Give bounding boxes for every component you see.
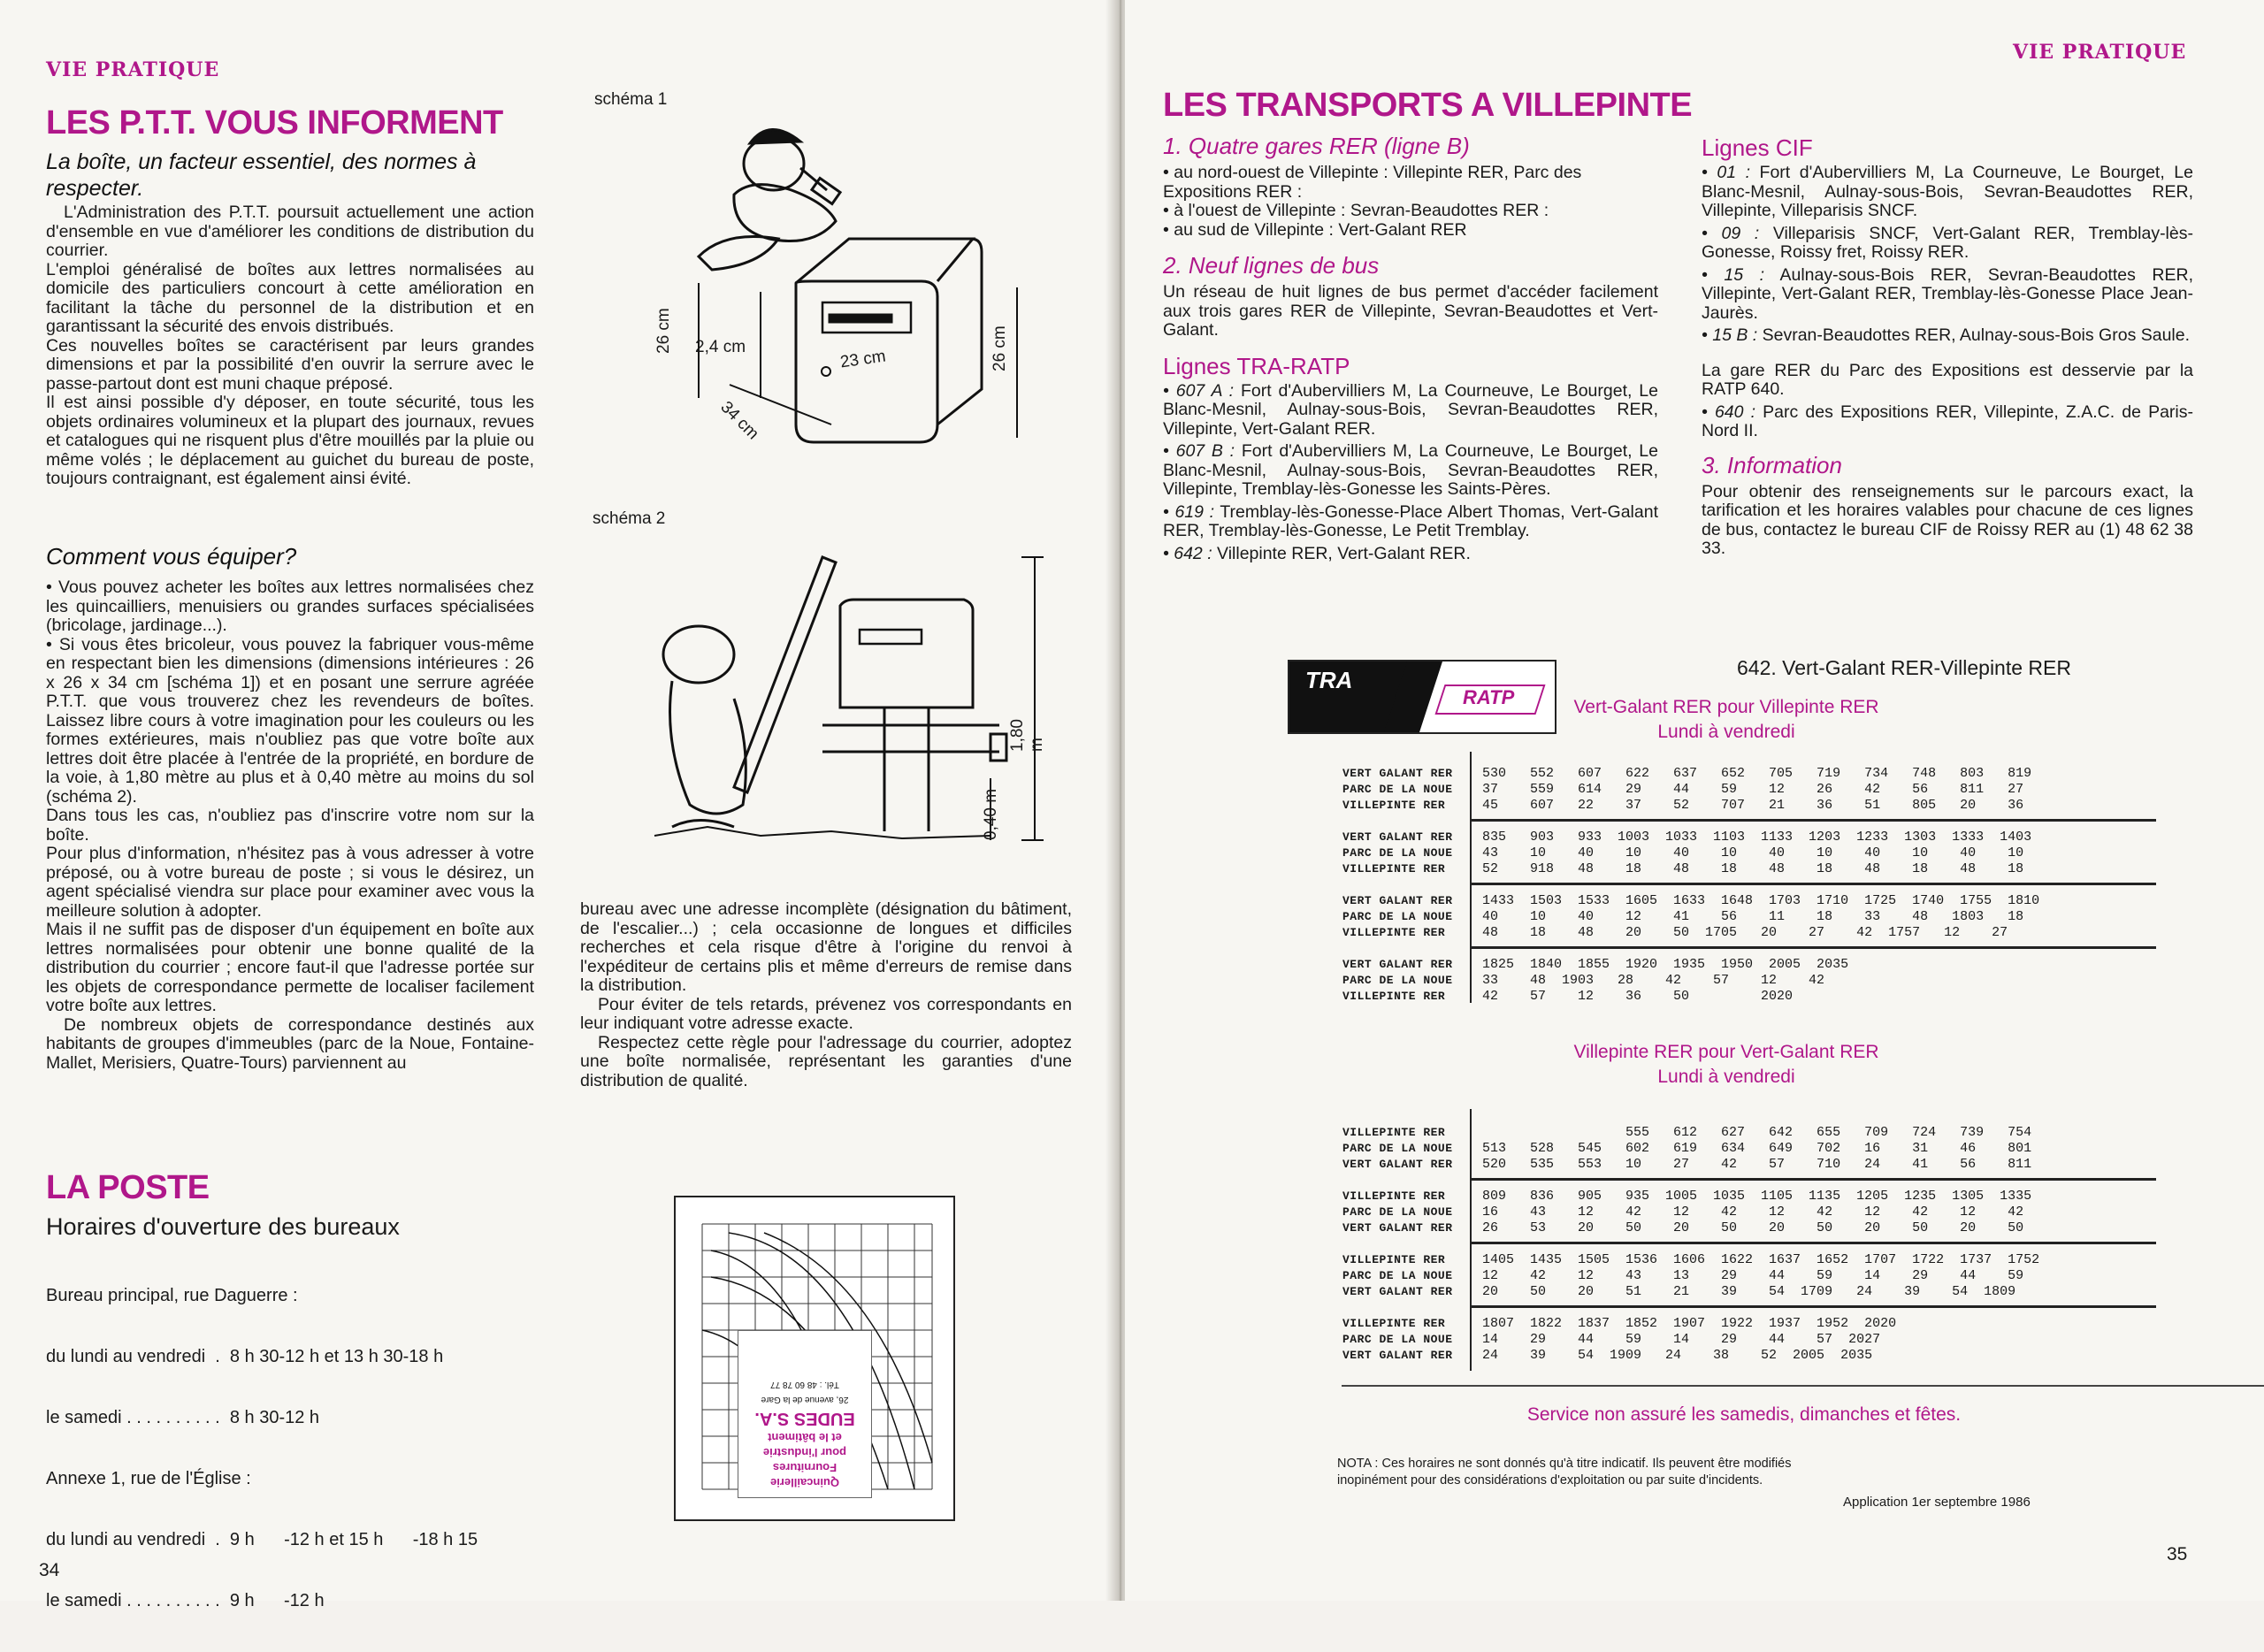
stop-name: VILLEPINTE RER	[1342, 1317, 1446, 1330]
ad-line: 26, avenue de la Gare	[761, 1395, 849, 1404]
stop-name: PARC DE LA NOUE	[1342, 783, 1453, 796]
line-route: Fort d'Aubervilliers M, La Courneuve, Le Bourget, Le Blanc-Mesnil, Aulnay-sous-Bois, Sevran-Beaudottes RER, Villepinte, Tremblay-lès-Gonesse les Saints-Pères.	[1163, 441, 1658, 499]
stop-names	[1342, 830, 1453, 877]
line-route: Sevran-Beaudottes RER, Aulnay-sous-Bois Gros Saule.	[1757, 325, 2191, 345]
list-item: • à l'ouest de Villepinte : Sevran-Beaudottes RER :	[1163, 201, 1549, 220]
intro-text	[46, 203, 534, 489]
time-row: 42 57 12 36 50 2020	[1482, 989, 1794, 1004]
stop-name: VILLEPINTE RER	[1342, 990, 1446, 1003]
service-note: Service non assuré les samedis, dimanches et fêtes.	[1526, 1404, 1962, 1425]
list-item	[1702, 266, 2193, 324]
poste-hours	[46, 1245, 478, 1652]
time-group	[1482, 957, 1848, 1005]
paragraph: Mais il ne suffit pas de disposer d'un équipement en boîte aux lettres normalisées pour obtenir une bonne qualité de la distribution du courrier ; encore faut-il que l'adresse portée sur les objets de correspondance permette de localiser facilement votre boîte aux lettres.	[46, 920, 534, 1015]
line-number: • 640 :	[1702, 402, 1756, 422]
mailbox-diagram	[637, 106, 1044, 469]
line-number: • 09 :	[1702, 223, 1760, 243]
stop-names	[1342, 1125, 1453, 1173]
equip-text	[46, 578, 534, 1073]
time-row: 33 48 1903 28 42 57 12 42	[1482, 973, 1825, 988]
line-number: • 619 :	[1163, 501, 1215, 522]
left-page	[0, 0, 1116, 1610]
section-label: VIE PRATIQUE	[46, 58, 220, 81]
list-item	[1163, 382, 1658, 440]
time-row: 1825 1840 1855 1920 1935 1950 2005 2035	[1482, 957, 1849, 972]
stop-name: PARC DE LA NOUE	[1342, 1142, 1453, 1155]
time-group	[1482, 766, 2031, 814]
poste-subtitle: Horaires d'ouverture des bureaux	[46, 1213, 400, 1240]
time-row: 1807 1822 1837 1852 1907 1922 1937 1952 2020	[1482, 1316, 1897, 1331]
paragraph: Respectez cette règle pour l'adressage du courrier, adoptez une boîte normalisée, représentant les garanties d'une distribution de qualité.	[580, 1032, 1072, 1090]
stop-name: PARC DE LA NOUE	[1342, 910, 1453, 923]
schema1-illustration	[637, 106, 1044, 469]
info-text: Pour obtenir des renseignements sur le parcours exact, la tarification et les horaires valables pour chacune de ces lignes de bus, contactez le bureau CIF de Roissy RER au (1) 48 62 38 33.	[1702, 481, 2193, 558]
continuation-text	[580, 900, 1072, 1090]
list-item: • au nord-ouest de Villepinte : Villepinte RER, Parc des Expositions RER :	[1163, 163, 1582, 202]
line-number: • 642 :	[1163, 543, 1212, 563]
line-number: • 01 :	[1702, 163, 1751, 182]
line-number: • 607 A :	[1163, 380, 1235, 401]
rer-heading: 1. Quatre gares RER (ligne B)	[1163, 133, 1470, 159]
stop-names	[1342, 1252, 1453, 1300]
paragraph: L'Administration des P.T.T. poursuit actuellement une action d'ensemble en vue d'améliorer les conditions de distribution du courrier.	[46, 203, 534, 260]
time-group	[1482, 1316, 1896, 1364]
bus-heading: 2. Neuf lignes de bus	[1163, 252, 1380, 279]
paragraph: Pour plus d'information, n'hésitez pas à vous adresser à votre préposé, ou à votre bureau de poste ; si vous le désirez, un agent spécialisé viendra sur place pour examiner avec vous la meilleure solution à adopter.	[46, 844, 534, 921]
line-number: • 15 :	[1702, 264, 1765, 285]
line-route: Villeparisis SNCF, Vert-Galant RER, Tremblay-lès-Gonesse, Roissy fret, Roissy RER.	[1702, 223, 2193, 262]
stop-name: VERT GALANT RER	[1342, 1221, 1453, 1235]
dir2-heading	[1479, 1040, 1974, 1090]
time-row: 37 559 614 29 44 59 12 26 42 56 811 27	[1482, 782, 2024, 797]
stop-name: VERT GALANT RER	[1342, 894, 1453, 907]
transport-col-2	[1702, 134, 2193, 559]
time-group	[1482, 830, 2031, 877]
stop-name: VILLEPINTE RER	[1342, 799, 1446, 812]
paragraph: Il est ainsi possible d'y déposer, en toute sécurité, tous les objets ordinaires volumineux et la plupart des journaux, revues et catalogues qui ne risquent plus d'être mouillés par la pluie ou même volés ; le déplacement au guichet du bureau de poste, toujours contraignant, est également ainsi évité.	[46, 393, 534, 488]
line-number: • 607 B :	[1163, 441, 1235, 461]
time-row: 48 18 48 20 50 1705 20 27 42 1757 12 27	[1482, 925, 2008, 940]
right-page	[1125, 0, 2264, 1601]
list-item	[1702, 225, 2193, 263]
paragraph: Ces nouvelles boîtes se caractérisent par leurs grandes dimensions et par la possibilité d'en ouvrir la serrure avec le passe-partout dont est muni chaque préposé.	[46, 335, 534, 394]
transport-col-1	[1163, 133, 1658, 563]
time-group	[1482, 893, 2039, 941]
divider	[1342, 1385, 2264, 1387]
time-row: 43 10 40 10 40 10 40 10 40 10 40 10	[1482, 845, 2024, 860]
dim-width: 23 cm	[838, 347, 887, 372]
stop-name: VERT GALANT RER	[1342, 1349, 1453, 1362]
logo-tra: TRA	[1305, 667, 1353, 693]
table-rule	[1470, 1305, 2156, 1308]
stop-name: PARC DE LA NOUE	[1342, 974, 1453, 987]
time-row: 835 903 933 1003 1033 1103 1133 1203 1233 1303 1333 1403	[1482, 830, 2032, 845]
ad-line: Quincaillerie	[769, 1476, 840, 1489]
line-route: Fort d'Aubervilliers M, La Courneuve, Le Bourget, Le Blanc-Mesnil, Aulnay-sous-Bois, Sevran-Beaudottes RER, Villepinte, Villeparisis SNCF.	[1702, 163, 2193, 220]
ad-line: et le bâtiment	[768, 1431, 842, 1444]
paragraph: Pour éviter de tels retards, prévenez vos correspondants en leur indiquant votre adresse exacte.	[580, 994, 1072, 1033]
paragraph: L'emploi généralisé de boîtes aux lettres normalisées au domicile des particuliers concourt à cette amélioration en facilitant la tâche du personnel de la distribution et en garantissant la sécurité des envois distribués.	[46, 259, 534, 336]
time-row: 809 836 905 935 1005 1035 1105 1135 1205 1235 1305 1335	[1482, 1189, 2032, 1204]
stop-names	[1342, 1316, 1453, 1364]
stop-name: VILLEPINTE RER	[1342, 1189, 1446, 1203]
time-row: 520 535 553 10 27 42 57 710 24 41 56 811	[1482, 1157, 2032, 1172]
ad-label	[738, 1330, 872, 1498]
dir1-days: Lundi à vendredi	[1657, 722, 1795, 742]
time-group	[1482, 1252, 2039, 1300]
time-row: 12 42 12 43 13 29 44 59 14 29 44 59	[1482, 1268, 2024, 1283]
timetable-dir2	[1342, 1109, 2262, 1373]
time-row: 14 29 44 59 14 29 44 57 2027	[1482, 1332, 1881, 1347]
hours-line: le samedi . . . . . . . . . . 9 h -12 h	[46, 1591, 325, 1610]
dim-depth: 34 cm	[716, 397, 762, 444]
bus-text: Un réseau de huit lignes de bus permet d'accéder facilement aux trois gares RER de Villepinte, Sevran-Beaudottes et Vert-Galant.	[1163, 282, 1658, 340]
paragraph: Dans tous les cas, n'oubliez pas d'inscrire votre nom sur la boîte.	[46, 806, 534, 845]
stop-name: VERT GALANT RER	[1342, 1158, 1453, 1171]
dir1-title: Vert-Galant RER pour Villepinte RER	[1573, 697, 1879, 717]
time-row: 24 39 54 1909 24 38 52 2005 2035	[1482, 1348, 1873, 1363]
table-rule	[1470, 883, 2156, 885]
stop-names	[1342, 766, 1453, 814]
tra-list	[1163, 382, 1658, 564]
paragraph: • Vous pouvez acheter les boîtes aux lettres normalisées chez les quincailliers, menuisiers ou grandes surfaces spécialisées (bricolage, jardinage...).	[46, 577, 534, 635]
dim-height: 26 cm	[654, 308, 673, 354]
schema2-illustration	[619, 539, 1044, 849]
gare-text: La gare RER du Parc des Expositions est desservie par la RATP 640.	[1702, 360, 2193, 399]
time-row: 555 612 627 642 655 709 724 739 754	[1482, 1125, 2032, 1140]
table-rule	[1470, 819, 2156, 822]
time-row: 20 50 20 51 21 39 54 1709 24 39 54 1809	[1482, 1284, 2016, 1299]
ad-line: Fournitures	[772, 1461, 838, 1474]
list-item	[1163, 503, 1658, 541]
dir2-title: Villepinte RER pour Vert-Galant RER	[1573, 1042, 1879, 1062]
line-number: • 15 B :	[1702, 325, 1758, 345]
dir2-days: Lundi à vendredi	[1657, 1067, 1795, 1087]
table-rule	[1470, 946, 2156, 949]
section-label: VIE PRATIQUE	[2013, 41, 2187, 64]
info-heading: 3. Information	[1702, 451, 1842, 478]
time-group	[1482, 1125, 2031, 1173]
dim-slot: 2,4 cm	[695, 338, 746, 356]
list-item: • au sud de Villepinte : Vert-Galant RER	[1163, 219, 1467, 240]
hours-line: Annexe 1, rue de l'Église :	[46, 1469, 251, 1488]
time-row: 45 607 22 37 52 707 21 36 51 805 20 36	[1482, 798, 2024, 813]
page-number: 35	[2167, 1544, 2188, 1564]
advertisement	[674, 1196, 955, 1521]
list-item	[1163, 545, 1658, 564]
paragraph: bureau avec une adresse incomplète (désignation du bâtiment, de l'escalier...) ; cela occasionne de longues et difficiles recherches et cela risque d'être à l'origine du renvoi à l'expéditeur de certains plis et même d'erreurs de remise dans la distribution.	[580, 899, 1072, 995]
list-item	[1163, 442, 1658, 500]
dim-height-2: 26 cm	[990, 325, 1009, 371]
time-group	[1482, 1189, 2031, 1236]
stop-name: PARC DE LA NOUE	[1342, 1333, 1453, 1346]
rer-list	[1163, 164, 1658, 240]
schema2-label: schéma 2	[593, 509, 666, 528]
dim-min: 0,40 m	[982, 788, 1000, 840]
stop-name: PARC DE LA NOUE	[1342, 1269, 1453, 1282]
equip-heading: Comment vous équiper?	[46, 543, 297, 570]
line-route: Parc des Expositions RER, Villepinte, Z.A.C. de Paris-Nord II.	[1702, 402, 2193, 440]
list-item	[1702, 164, 2193, 221]
stop-name: PARC DE LA NOUE	[1342, 1205, 1453, 1219]
time-row: 26 53 20 50 20 50 20 50 20 50 20 50	[1482, 1220, 2024, 1235]
timetable-title: 642. Vert-Galant RER-Villepinte RER	[1737, 656, 2071, 679]
ad-line: EUDES S.A.	[754, 1409, 855, 1428]
line-route: Tremblay-lès-Gonesse-Place Albert Thomas, Vert-Galant RER, Tremblay-lès-Gonesse, Le Petit Tremblay.	[1163, 501, 1658, 540]
line-route: Aulnay-sous-Bois RER, Sevran-Beaudottes RER, Villepinte, Vert-Galant RER, Tremblay-lès-Gonesse Place Jean-Jaurès.	[1702, 264, 2193, 323]
tra-heading: Lignes TRA-RATP	[1163, 352, 1350, 379]
line-route: Fort d'Aubervilliers M, La Courneuve, Le Bourget, Le Blanc-Mesnil, Aulnay-sous-Bois, Sevran-Beaudottes RER, Villepinte, Vert-Galant RER.	[1163, 380, 1659, 439]
stop-name: VERT GALANT RER	[1342, 958, 1453, 971]
stop-name: VERT GALANT RER	[1342, 1285, 1453, 1298]
hours-line: du lundi au vendredi . 8 h 30-12 h et 13 h 30-18 h	[46, 1347, 444, 1366]
time-row: 16 43 12 42 12 42 12 42 12 42 12 42	[1482, 1205, 2024, 1220]
ad-line: pour l'industrie	[762, 1446, 847, 1459]
list-item	[1702, 326, 2193, 346]
poste-title: LA POSTE	[46, 1169, 210, 1206]
stop-name: VERT GALANT RER	[1342, 767, 1453, 780]
table-rule	[1470, 1242, 2156, 1244]
subtitle: La boîte, un facteur essentiel, des normes à respecter.	[46, 149, 477, 201]
hours-line: Bureau principal, rue Daguerre :	[46, 1286, 298, 1305]
time-row: 530 552 607 622 637 652 705 719 734 748 803 819	[1482, 766, 2032, 781]
stop-name: VILLEPINTE RER	[1342, 862, 1446, 876]
time-row: 40 10 40 12 41 56 11 18 33 48 1803 18	[1482, 909, 2024, 924]
table-rule	[1470, 1178, 2156, 1181]
time-row: 513 528 545 602 619 634 649 702 16 31 46 801	[1482, 1141, 2032, 1156]
stop-name: VERT GALANT RER	[1342, 830, 1453, 844]
cif-heading: Lignes CIF	[1702, 134, 1813, 161]
hours-line: le samedi . . . . . . . . . . 8 h 30-12 h	[46, 1408, 320, 1427]
dir1-heading	[1479, 695, 1974, 745]
paragraph: De nombreux objets de correspondance destinés aux habitants de groupes d'immeubles (parc de la Noue, Fontaine-Mallet, Merisiers, Quatre-Tours) parviennent au	[46, 1014, 534, 1073]
page-title: LES TRANSPORTS A VILLEPINTE	[1163, 87, 1693, 124]
application-date: Application 1er septembre 1986	[1843, 1495, 2031, 1510]
table-divider	[1470, 752, 1472, 1003]
ad-line: Tél. : 48 60 78 77	[770, 1380, 839, 1389]
list-item	[1702, 403, 2193, 441]
time-row: 1405 1435 1505 1536 1606 1622 1637 1652 1707 1722 1737 1752	[1482, 1252, 2040, 1267]
dim-max: 1,80 m	[1008, 719, 1046, 752]
schema1-label: schéma 1	[594, 90, 668, 109]
timetable-dir1	[1342, 752, 2262, 1005]
stop-name: VILLEPINTE RER	[1342, 1253, 1446, 1266]
table-divider	[1470, 1109, 1472, 1371]
paragraph: • Si vous êtes bricoleur, vous pouvez la fabriquer vous-même en respectant bien les dimensions (dimensions intérieures : 26 x 26 x 34 cm [schéma 1]) et en posant une serrure agréée P.T.T. que vous trouverez chez les revendeurs de boîtes. Laissez libre cours à votre imagination pour les couleurs ou les formes extérieures, mais n'oubliez pas que votre boîte aux lettres doit être placée à l'entrée de la propriété, en bordure de la voie, à 1,80 mètre au plus et à 0,40 mètre au moins du sol (schéma 2).	[46, 634, 534, 807]
stop-name: PARC DE LA NOUE	[1342, 846, 1453, 860]
stop-names	[1342, 893, 1453, 941]
page-number: 34	[39, 1560, 60, 1580]
nota: NOTA : Ces horaires ne sont donnés qu'à titre indicatif. Ils peuvent être modifiés inopinément pour des considérations d'exploitation ou par suite d'incidents.	[1337, 1457, 1792, 1488]
stop-names	[1342, 1189, 1453, 1236]
logo-ratp: RATP	[1463, 686, 1515, 708]
stop-name: VILLEPINTE RER	[1342, 1126, 1446, 1139]
page-title: LES P.T.T. VOUS INFORMENT	[46, 104, 503, 141]
stop-names	[1342, 957, 1453, 1005]
cif-list	[1702, 164, 2193, 441]
line-route: Villepinte RER, Vert-Galant RER.	[1212, 543, 1471, 563]
hours-line: du lundi au vendredi . 9 h -12 h et 15 h -18 h 15	[46, 1530, 478, 1549]
stop-name: VILLEPINTE RER	[1342, 926, 1446, 939]
time-row: 1433 1503 1533 1605 1633 1648 1703 1710 1725 1740 1755 1810	[1482, 893, 2040, 908]
mailbox-post-diagram	[619, 539, 1044, 849]
time-row: 52 918 48 18 48 18 48 18 48 18 48 18	[1482, 861, 2024, 876]
